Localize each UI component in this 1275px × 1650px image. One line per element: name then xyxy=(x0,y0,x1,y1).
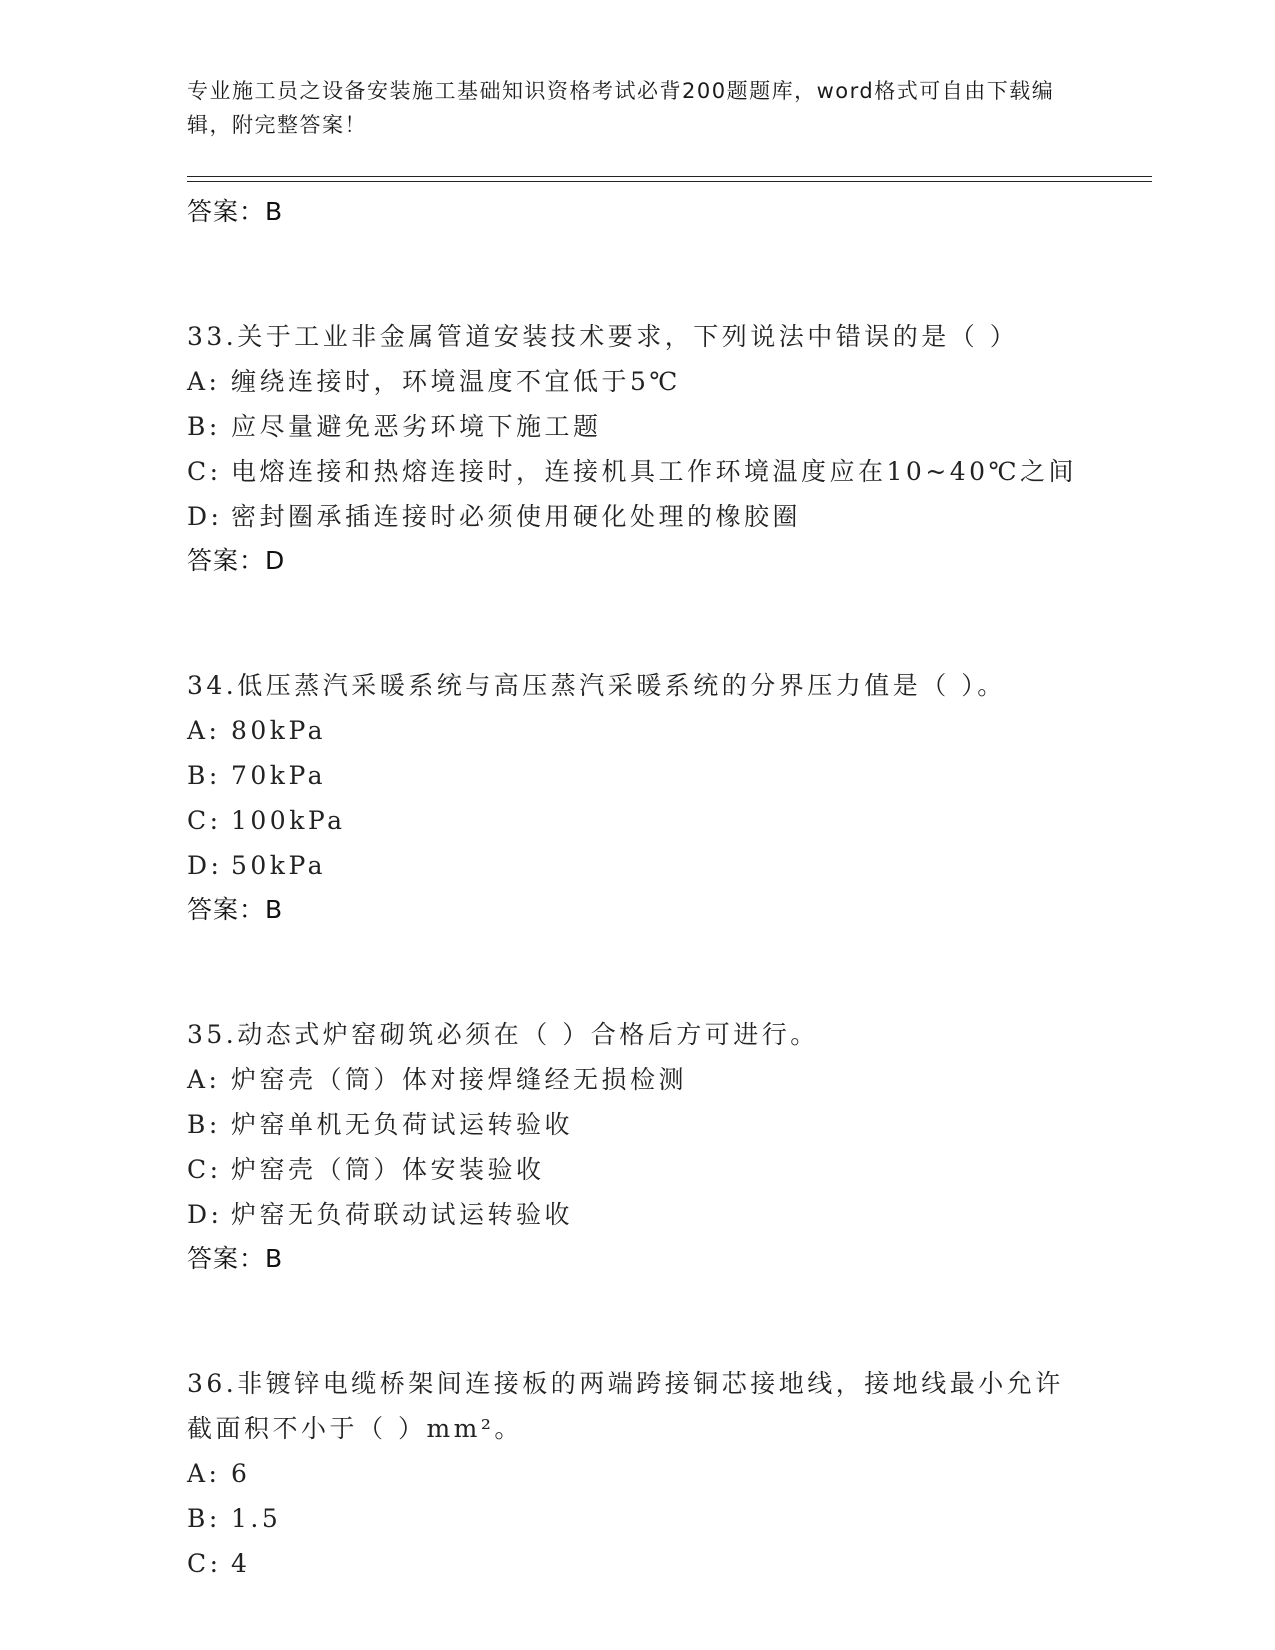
option-key: D: xyxy=(187,1200,223,1229)
question-stem: 36.非镀锌电缆桥架间连接板的两端跨接铜芯接地线，接地线最小允许截面积不小于（ ）mm²。 xyxy=(187,1369,1064,1443)
option-key: B: xyxy=(187,761,221,790)
option-text: 6 xyxy=(231,1459,251,1488)
answer-line: 答案：D xyxy=(187,546,286,575)
option-key: A: xyxy=(187,1065,221,1094)
option-text: 密封圈承插连接时必须使用硬化处理的橡胶圈 xyxy=(231,502,802,531)
answer-line: 答案：B xyxy=(187,197,284,226)
question-item xyxy=(187,314,1087,583)
question-list xyxy=(187,190,1087,1586)
option-text: 炉窑壳（筒）体安装验收 xyxy=(231,1155,545,1184)
option-a xyxy=(187,708,1087,753)
option-text: 炉窑壳（筒）体对接焊缝经无损检测 xyxy=(231,1065,688,1094)
option-text: 80kPa xyxy=(231,716,327,745)
question-item xyxy=(187,663,1087,932)
option-c xyxy=(187,449,1087,494)
option-b xyxy=(187,753,1087,798)
option-c xyxy=(187,1541,1087,1586)
option-key: D: xyxy=(187,502,223,531)
header-divider-top xyxy=(187,176,1152,177)
option-c xyxy=(187,798,1087,843)
option-key: C: xyxy=(187,1155,222,1184)
document-header: 专业施工员之设备安装施工基础知识资格考试必背200题题库，word格式可自由下载编辑，附完整答案！ xyxy=(187,79,1055,137)
option-b xyxy=(187,1102,1087,1147)
option-b xyxy=(187,1496,1087,1541)
option-d xyxy=(187,843,1087,888)
option-text: 炉窑无负荷联动试运转验收 xyxy=(231,1200,574,1229)
option-key: A: xyxy=(187,1459,221,1488)
answer-line: 答案：B xyxy=(187,895,284,924)
option-a xyxy=(187,1057,1087,1102)
option-text: 应尽量避免恶劣环境下施工题 xyxy=(231,412,602,441)
option-key: A: xyxy=(187,367,221,396)
question-stem: 35.动态式炉窑砌筑必须在（ ）合格后方可进行。 xyxy=(187,1020,819,1049)
option-a xyxy=(187,359,1087,404)
option-key: A: xyxy=(187,716,221,745)
option-key: C: xyxy=(187,806,222,835)
question-item xyxy=(187,1012,1087,1281)
answer-line: 答案：B xyxy=(187,1244,284,1273)
option-text: 100kPa xyxy=(231,806,346,835)
option-key: B: xyxy=(187,1504,221,1533)
option-key: C: xyxy=(187,457,222,486)
option-d xyxy=(187,1192,1087,1237)
question-stem: 34.低压蒸汽采暖系统与高压蒸汽采暖系统的分界压力值是（ ）。 xyxy=(187,671,1006,700)
option-key: B: xyxy=(187,412,221,441)
option-d xyxy=(187,494,1087,539)
option-text: 4 xyxy=(231,1549,251,1578)
header-divider-bottom xyxy=(187,181,1152,182)
option-b xyxy=(187,404,1087,449)
option-text: 缠绕连接时，环境温度不宜低于5℃ xyxy=(231,367,681,396)
option-key: B: xyxy=(187,1110,221,1139)
question-item xyxy=(187,1361,1087,1586)
option-text: 50kPa xyxy=(231,851,327,880)
option-text: 70kPa xyxy=(231,761,327,790)
option-key: D: xyxy=(187,851,223,880)
option-text: 电熔连接和热熔连接时，连接机具工作环境温度应在10~40℃之间 xyxy=(231,457,1078,486)
option-text: 炉窑单机无负荷试运转验收 xyxy=(231,1110,574,1139)
option-c xyxy=(187,1147,1087,1192)
question-stem: 33.关于工业非金属管道安装技术要求，下列说法中错误的是（ ） xyxy=(187,322,1019,351)
option-text: 1.5 xyxy=(231,1504,282,1533)
option-key: C: xyxy=(187,1549,222,1578)
option-a xyxy=(187,1451,1087,1496)
